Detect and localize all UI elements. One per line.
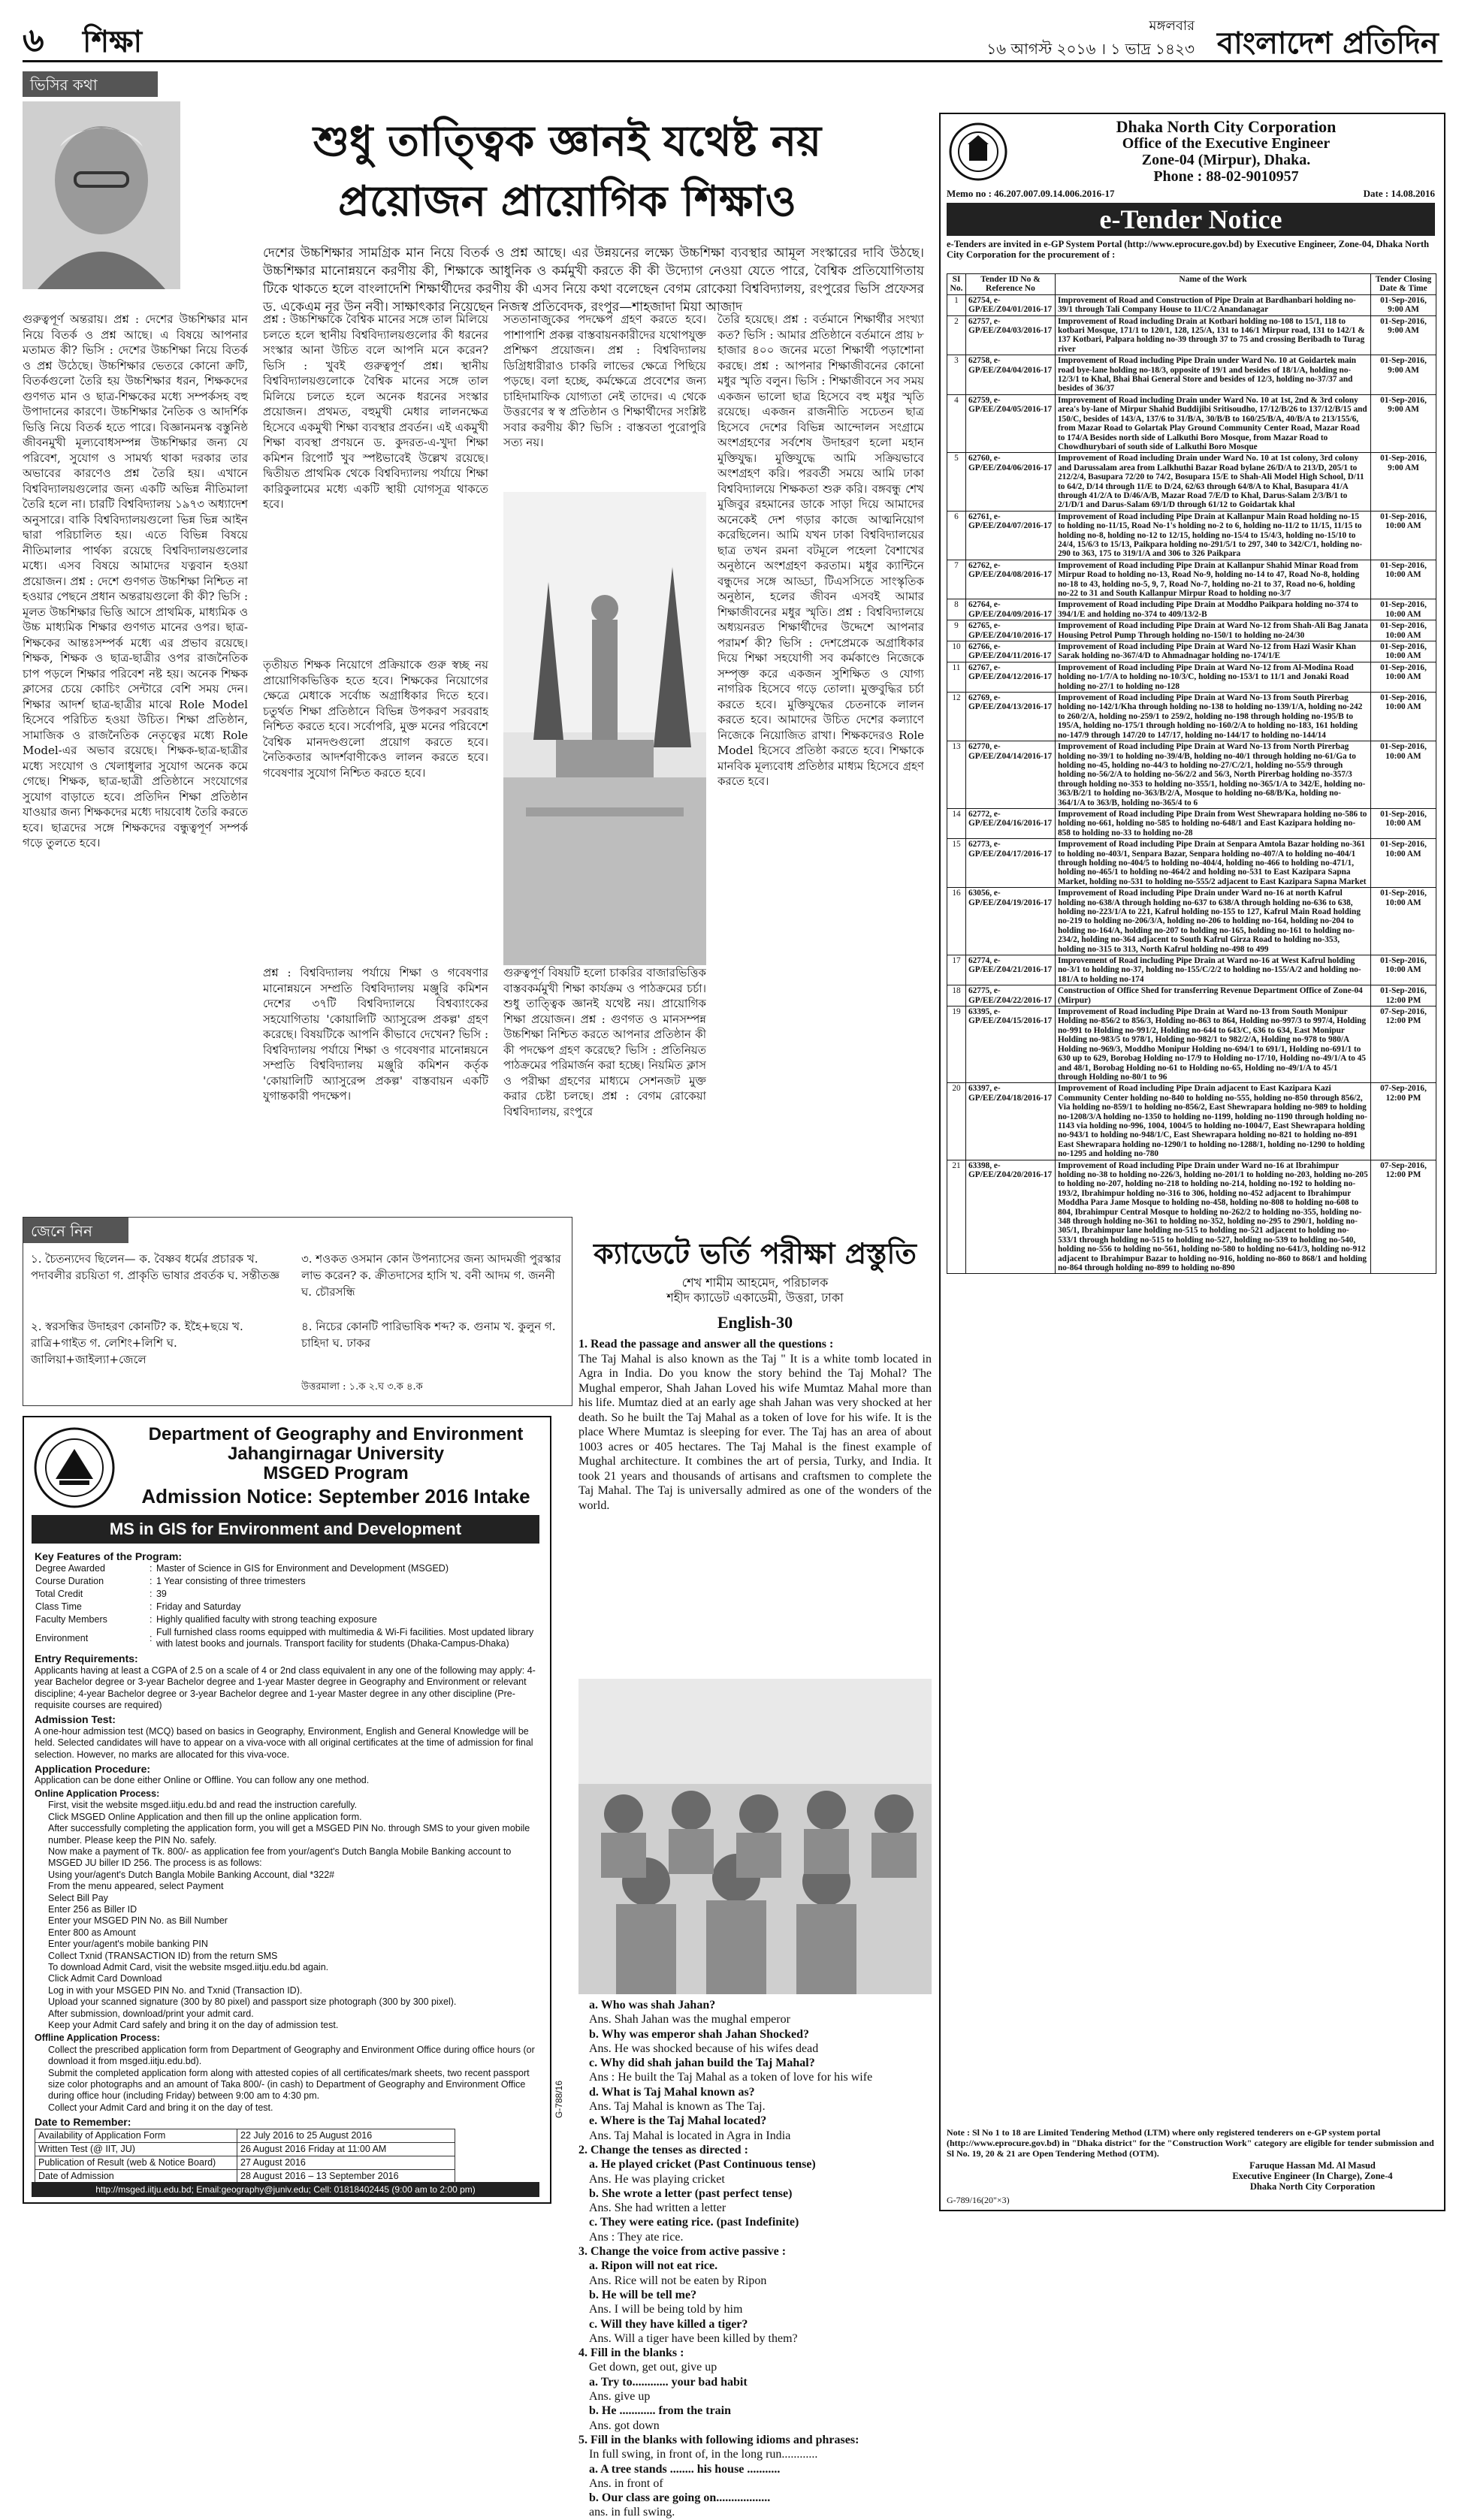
voice-list [578, 2259, 932, 2346]
voice-question: a. Ripon will not eat rice. [589, 2259, 718, 2273]
tender-row [947, 641, 1436, 662]
tender-closing: 01-Sep-2016, 10:00 AM [1371, 620, 1436, 641]
tender-row [947, 294, 1436, 315]
tender-work: Improvement of Road including Pipe Drain under Ward No. 10 at Goidartek main road bye-lane holding no-18/3, opposite of 19/1 and besides of 18/1/A, holding no-12/3/1 to Khal, Bhai Bhai General Store and besides of 12/3, holding no-37/37 and besides of 36/37 [1056, 355, 1371, 395]
test-title: Admission Test: [35, 1713, 116, 1726]
online-step: Collect Txnid (TRANSACTION ID) from the return SMS [48, 1950, 278, 1961]
online-step: First, visit the website msged.iitju.edu.bd and read the instruction carefully. [48, 1800, 358, 1811]
tender-work: Improvement of Road including Pipe Drain at Ward no-13 from South Monipur Holding no-856/2 to 856/3, Holding no-863 to 864, Holding no-997/3 to 997/4, Holding no-991 to Holding no-991/2, Holding no-644 to 643/C, 636 to 634, East Monipur Holding no-983/5 to 978/1, Holding no-982/1 to 982/2/A, Holding no-978 to 980/A Holding no-969/3, Moddho Monipur Holding no-694/1 to 691/1, Holding no-691/1 to 630 up to 629, Borobag Holding no-17/9 to Holding no-17/10, Holding no-49/1/A to 45 and 48/1, Borobag Holding no-61 to Holding no-65, Holding no-49/1/A to 45/1 through Holding no-80/1 to 96 [1056, 1006, 1371, 1083]
weekday: মঙ্গলবার [1149, 18, 1195, 34]
feature-key: Class Time [35, 1601, 82, 1613]
quiz-question-1: ১. চৈতন্যদেব ছিলেন— ক. বৈষ্ণব ধর্মের প্রচারক খ. পদাবলীর রচয়িতা গ. প্রাকৃতি ভাষার প্রবর্তক ঘ. সন্তীতজ্ঞ [31, 1252, 279, 1282]
tender-row [947, 955, 1436, 985]
blank-answer: Ans. give up [589, 2390, 651, 2404]
online-step: After submission, download/print your admit card. [48, 2008, 254, 2019]
tender-row [947, 985, 1436, 1006]
date-value: 26 August 2016 Friday at 11:00 AM [237, 2142, 455, 2156]
article-column-4: তৈরি হয়েছে। প্রশ্ন : বর্তমানে শিক্ষার্থীর সংখ্যা কত? ভিসি : আমার প্রতিষ্ঠানে বর্তমানে প্রায় ৮ হাজার ৪০০ জনের মতো শিক্ষার্থী পড়াশোনা করছে। প্রশ্ন : আপনার শিক্ষাজীবনের কোনো মধুর স্মৃতি বলুন। ভিসি : শিক্ষাজীবনে সব সময় একজন ভালো ছাত্র হিসেবে বহু মধুর স্মৃতি রয়েছে। একজন রাজনীতি সচেতন ছাত্র হিসেবে দেশের বিভিন্ন আন্দোলন সংগ্রামে অংশগ্রহণের সর্বশেষ উদাহরণ হলো মহান মুক্তিযুদ্ধ। মুক্তিযুদ্ধে আমি সক্রিয়ভাবে অংশগ্রহণ করি। পরবর্তী সময়ে আমি ঢাকা বিশ্ববিদ্যালয়ে শিক্ষকতা শুরু করি। বঙ্গবন্ধু শেখ মুজিবুর রহমানের ডাকে সাড়া দিয়ে আমাদের অনেকেই দেশ গড়ার কাজে আত্মনিয়োগ করেছিলেন। আমি যখন ঢাকা বিশ্ববিদ্যালয়ের ছাত্র তখন রমনা বটমূলে পহেলা বৈশাখের অনুষ্ঠানে অংশগ্রহণ করতাম। মধুর ক্যান্টিনে বন্ধুদের সঙ্গে আড্ডা, টিএসসিতে সাংস্কৃতিক অনুষ্ঠান, হলের জীবন এসবই আমার শিক্ষাজীবনের মধুর স্মৃতি। প্রশ্ন : বিশ্ববিদ্যালয়ে অধ্যয়নরত শিক্ষার্থীদের উদ্দেশে আপনার পরামর্শ কী? ভিসি : দেশপ্রেমকে অগ্রাধিকার দিয়ে শিক্ষা সহযোগী সব কর্মকাণ্ডে নিজেকে সম্পৃক্ত করে একজন সুশিক্ষিত ও যোগ্য নাগরিক হিসেবে গড়ে তোলা। মুক্তবুদ্ধির চর্চা করতে হবে। মুক্তিযুদ্ধের চেতনাকে লালন করতে হবে। আমাদের উচিত দেশের কল্যাণে নিজেকে নিয়োজিত রাখা। শিক্ষকদেরও Role Model হিসেবে প্রতিষ্ঠা করতে হবে। শিক্ষাকে মানবিক মূল্যবোধ প্রতিষ্ঠার মাধ্যম হিসেবে গ্রহণ করতে হবে। [717, 312, 924, 788]
tender-work: Improvement of Road including Pipe Drain at Kallanpur Shahid Minar Road from Mirpur Road to holding no-13, Road No-9, holding no-14 to 47, Road No-8, holding no-18 to 43, holding no-5, 9, 7, Road No-7, holding no-21 to 37, Road no-6, holding no-22 to 31 and South Kallanpur Mirpur Road to holding no-3/7 [1056, 560, 1371, 599]
features-title: Key Features of the Program: [35, 1551, 183, 1562]
phone: Phone : 88-02-9010957 [1153, 168, 1299, 185]
feature-value: 1 Year consisting of three trimesters [156, 1576, 306, 1587]
procedure-text: Application can be done either Online or Offline. You can follow any one method. [35, 1775, 370, 1786]
qa-answer: Ans. Taj Mahal is located in Agra in India [589, 2129, 791, 2142]
col-header-tender-id: Tender ID No & Reference No [966, 274, 1056, 295]
tender-sl: 9 [947, 620, 966, 641]
tender-sl: 15 [947, 839, 966, 888]
online-step: After successfully completing the application form, you will get a MSGED PIN No. through SMS to your given mobile number. Please keep the PIN No. safely. [48, 1823, 530, 1845]
tender-row [947, 888, 1436, 955]
university-name: Jahangirnagar University [227, 1444, 445, 1464]
tender-work: Improvement of Road including Drain under Ward No. 10 at 1st colony, 3rd colony and Darussalam area from Lalkhuthi Bazar Road bylane 26/D/A to 213/D, 205/1 to 212/2/4, Basupara 72/20 to 74/2, Bosupara 15/E to Shah-Ali Model High School, D/11 to 64/2, D/14 through 11/E to D/24, 62/63 through 64/8/A to Khal, Basupara 41/A through 41/2/A to D/46/A/B, Mazar Road 7/E/D to Khal, Darus-Salam 2/3/B/1 to 2/1/D/1 and Darus-Salam 69/1/D through 61/12 to Goidartak khal [1056, 453, 1371, 511]
tender-work: Improvement of Road including Pipe Drain at Moddho Paikpara holding no-374 to 394/1/E and holding no-374 to 409/13/2-B [1056, 599, 1371, 620]
qa-list [578, 1998, 932, 2143]
tender-row [947, 315, 1436, 355]
qa-question: a. Who was shah Jahan? [589, 1999, 716, 2011]
question-1-heading: 1. Read the passage and answer all the questions : [578, 1338, 834, 1351]
author-name: শেখ শামীম আহমেদ, পরিচালক [681, 1275, 829, 1290]
date-row [35, 2156, 455, 2169]
zone-name: Zone-04 (Mirpur), Dhaka. [1141, 152, 1311, 168]
tender-sl: 20 [947, 1083, 966, 1160]
voice-answer: Ans. I will be being told by him [589, 2303, 743, 2316]
tender-sl: 14 [947, 808, 966, 838]
tender-closing: 01-Sep-2016, 9:00 AM [1371, 355, 1436, 395]
author-org: শহীদ ক্যাডেট একাডেমী, উত্তরা, ঢাকা [666, 1290, 844, 1305]
tender-row [947, 662, 1436, 692]
article-column-2: প্রশ্ন : উচ্চশিক্ষাকে বৈশ্বিক মানের সঙ্গে তাল মিলিয়ে চলতে হলে স্থানীয় বিশ্ববিদ্যালয়গুলোর কী ধরনের সংস্কার আনা উচিত বলে আপনি মনে করেন? ভিসি : খুবই গুরুত্বপূর্ণ প্রশ্ন। স্থানীয় বিশ্ববিদ্যালয়গুলোকে বৈশ্বিক মানের সঙ্গে তাল মিলিয়ে চলতে হলে অনেক ধরনের সংস্কার প্রয়োজন। প্রথমত, বহুমুখী মেধার লালনক্ষেত্র হিসেবে একমুখী শিক্ষা ব্যবস্থার প্রবর্তন। এই একমুখী শিক্ষা ব্যবস্থা প্রণয়নে ড. কুদরত-এ-খুদা শিক্ষা কমিশন রিপোর্ট খুব স্পষ্টভাবেই উল্লেখ রয়েছে। দ্বিতীয়ত প্রাথমিক থেকে বিশ্ববিদ্যালয় পর্যায়ে শিক্ষা কারিকুলামের মধ্যে একটি স্থায়ী যোগসূত্র থাকতে হবে। [263, 312, 488, 511]
date-event: Publication of Result (web & Notice Board) [35, 2156, 237, 2169]
qa-answer: Ans. He was shocked because of his wifes dead [589, 2042, 819, 2055]
feature-key: Faculty Members [35, 1614, 107, 1625]
online-step: Enter 800 as Amount [48, 1927, 136, 1938]
tender-id: 62759, e-GP/EE/Z04/05/2016-17 [966, 394, 1056, 452]
tender-closing: 01-Sep-2016, 10:00 AM [1371, 839, 1436, 888]
online-step: To download Admit Card, visit the website msged.iitju.edu.bd again. [48, 1961, 329, 1972]
tender-id: 62773, e-GP/EE/Z04/17/2016-17 [966, 839, 1056, 888]
article-column-3: সততানাজুকের পদক্ষেপ গ্রহণ করতে হবে। পাশাপাশি প্রকল্প বাস্তবায়নকারীদের যথোপযুক্ত প্রশিক্ষণ প্রয়োজন। প্রশ্ন : বিশ্ববিদ্যালয় ডিগ্রিধারীরাও চাকরি লাভের ক্ষেত্রে পিছিয়ে পড়ছে। বলা হচ্ছে, কর্মক্ষেত্রে প্রবেশের জন্য চাহিদামাফিক যোগ্যতা নেই তাদের। এ থেকে উত্তরণের স্ব স্ব প্রতিষ্ঠান ও শিক্ষার্থীদের সংশ্লিষ্ট সবার করণীয় কী? ভিসি : বাস্তবতা পুরোপুরি সত্য নয়। [503, 312, 706, 449]
feature-key: Degree Awarded [35, 1563, 105, 1574]
offline-title: Offline Application Process: [35, 2033, 160, 2044]
tender-row [947, 560, 1436, 599]
online-step: Upload your scanned signature (300 by 80 pixel) and passport size photograph (300 by 300 pixel). [48, 1996, 457, 2008]
tender-id: 62761, e-GP/EE/Z04/07/2016-17 [966, 511, 1056, 560]
offline-step: Collect the prescribed application form from Department of Geography and Environment Office during office hours (or download it from msged.iitju.edu.bd). [48, 2044, 535, 2067]
tender-closing: 01-Sep-2016, 10:00 AM [1371, 741, 1436, 809]
feature-value: Highly qualified faculty with strong teaching exposure [156, 1614, 377, 1625]
tender-work: Improvement of Road including Pipe Drain under Ward no-16 at Ibrahimpur holding no-38 to holding no-226/3, holding no-201/1 to holding no-203, holding no-205 to holding no-207, holding no-218 to holding no-214, holding no-192 to holding no-193/2, Ibrahimpur holding no-316 to 306, holding no-452 adjacent to Ibrahimpur Moddha Para Jame Mosque to holding no-458, holding no-808 to holding no-608 to 804, Ibrahimpur Central Mosque to holding no-262/2 to holding no-355, holding no-348 through holding no-361 to holding no-352, holding no-295 to 290/1, holding no-305/1, Ibrahimpur lane holding no-515 to holding no-521 adjacent to holding no-533/1 through holding no-515 to holding no-527, holding no-539 to holding no-540, holding no-556 to holding no-561, holding no-580 to holding no-641/3, holding no-912 adjacent to Ibrahimpur Bazar to holding no-916, holding no-860 to 868/1 and holding no-864 through holding no-899 to holding no-890 [1056, 1160, 1371, 1274]
idiom-question: b. Our class are going on.................. [589, 2491, 771, 2505]
memo-number: Memo no : 46.207.007.09.14.006.2016-17 [947, 188, 1115, 199]
entry-text: Applicants having at least a CGPA of 2.5 on a scale of 4 or 2nd class equivalent in any one of the following may apply: 4-year Bachelor degree or 3-year Bachelor degree and 1-year Master degree in Geography and Environment or relevant discipline; 4-year Bachelor degree or 3-year Bachelor degree and 1-year Master degree in any other discipline (Pre-requisite courses are required) [35, 1664, 536, 1711]
tender-table-body [947, 294, 1436, 1274]
question-5-heading: 5. Fill in the blanks with following idioms and phrases: [578, 2433, 859, 2446]
feature-row: Environment : Full furnished class rooms equipped with multimedia & Wi-Fi facilities. Most updated library with latest books and journals. Transport facility for students (Dhaka-Campus-Dhaka) [35, 1626, 539, 1650]
lesson-passage [578, 1337, 932, 1513]
tender-id: 62774, e-GP/EE/Z04/21/2016-17 [966, 955, 1056, 985]
tender-table [947, 273, 1436, 1274]
tender-id: 62757, e-GP/EE/Z04/03/2016-17 [966, 315, 1056, 355]
tender-sl: 12 [947, 693, 966, 741]
tender-id: 63395, e-GP/EE/Z04/15/2016-17 [966, 1006, 1056, 1083]
feature-value: Friday and Saturday [156, 1601, 241, 1613]
tender-sl: 5 [947, 453, 966, 511]
tender-closing: 01-Sep-2016, 10:00 AM [1371, 693, 1436, 741]
tender-work: Improvement of Road including Pipe Drain at Senpara Amtola Bazar holding no-361 to holding no-403/1, Senpara Bazar, Senpara holding no-407/A to holding no-404/1 through holding no-404/5 to holding no-404/4, holding no-466 to holding no-471/1, holding no-465/1 to holding no-464/2 and holding no-531 to East Kazipara Sapna Market, holding no-531 to holding no-555/2 adjacent to East Kazipara Sapna Market [1056, 839, 1371, 888]
question-4-heading: 4. Fill in the blanks : [578, 2346, 684, 2360]
feature-row: Total Credit : 39 [35, 1588, 539, 1601]
tender-intro: e-Tenders are invited in e-GP System Portal (http://www.eprocure.gov.bd) by Executive Engineer, Zone-04, Dhaka North City Corporation for the procurement of : [947, 239, 1430, 260]
blank-question: b. He ............ from the train [589, 2404, 732, 2418]
admission-body [35, 1551, 539, 2182]
quiz-question-2: ২. স্বরসন্ধির উদাহরণ কোনটি? ক. ইহৈ+ছয়ে খ. রাত্রি+গাইত গ. লেশিং+লিশি ঘ. জালিয়া+জাইল্যা+জেলে [31, 1320, 243, 1366]
campus-monument-photo [503, 492, 706, 965]
memo-line [947, 188, 1435, 200]
issue-date [744, 15, 1195, 63]
blank-list [578, 2375, 932, 2433]
tender-work: Improvement of Road including Pipe Drain at Ward No-13 from North Pirerbag holding no-39/1 to holding no-39/4/B, holding no-40/1 through holding no-61/Ga to holding no-45, holding no-44/3 to holding no-27/C/2/1, holding no-55/9 through holding no-56/2/A to holding no-56/2/2 and 56/3, North Pirerbag holding no-357/3 through holding no-353 to holding no-355/1, holding no-365/1/A to 342/E, holding no-363/B/2/1 to holding no-363/B/2/A, Mosque to holding no-68/B/Ka, holding no-364/1/A to 363/B, holding no-365/4 to 6 [1056, 741, 1371, 809]
online-step: Click Admit Card Download [48, 1973, 162, 1984]
tense-question: a. He played cricket (Past Continuous tense) [589, 2158, 816, 2171]
university-logo [33, 1426, 116, 1509]
tender-sl: 8 [947, 599, 966, 620]
tender-id: 62754, e-GP/EE/Z04/01/2016-17 [966, 294, 1056, 315]
question-2-heading: 2. Change the tenses as directed : [578, 2143, 748, 2156]
program-band: MS in GIS for Environment and Development [32, 1515, 539, 1544]
tender-row [947, 355, 1436, 395]
feature-key: Course Duration [35, 1576, 104, 1587]
tender-id: 63397, e-GP/EE/Z04/18/2016-17 [966, 1083, 1056, 1160]
tense-question: b. She wrote a letter (past perfect tense) [589, 2187, 793, 2200]
tender-sl: 19 [947, 1006, 966, 1083]
tender-sl: 21 [947, 1160, 966, 1274]
tender-row [947, 1006, 1436, 1083]
admission-header [129, 1425, 542, 1483]
tense-answer: Ans. She had written a letter [589, 2202, 726, 2215]
admission-advertisement [23, 1416, 551, 2204]
offline-steps-list [35, 2045, 539, 2114]
tender-closing: 07-Sep-2016, 12:00 PM [1371, 1083, 1436, 1160]
vc-interview-article [23, 71, 928, 1198]
feature-row: Class Time : Friday and Saturday [35, 1601, 539, 1613]
tender-row [947, 741, 1436, 809]
tender-row [947, 599, 1436, 620]
admission-notice-title: Admission Notice: September 2016 Intake [141, 1485, 530, 1507]
date-event: Date of Admission [35, 2169, 237, 2182]
voice-question: b. He will be tell me? [589, 2288, 697, 2301]
idiom-answer: Ans. in front of [589, 2476, 663, 2490]
online-step: Enter your MSGED PIN No. as Bill Number [48, 1915, 228, 1927]
tense-answer: Ans : They ate rice. [589, 2230, 684, 2244]
date-event: Availability of Application Form [35, 2129, 237, 2142]
office-name: Office of the Executive Engineer [1122, 135, 1331, 152]
online-step: From the menu appeared, select Payment [48, 1881, 224, 1892]
tender-closing: 01-Sep-2016, 10:00 AM [1371, 599, 1436, 620]
tender-closing: 01-Sep-2016, 9:00 AM [1371, 294, 1436, 315]
tender-sl: 10 [947, 641, 966, 662]
tender-signer-title: Executive Engineer (In Charge), Zone-4 [1232, 2171, 1393, 2181]
tender-sl: 2 [947, 315, 966, 355]
tender-table-header [947, 274, 1436, 295]
tender-id: 62758, e-GP/EE/Z04/04/2016-17 [966, 355, 1056, 395]
tender-id: 62760, e-GP/EE/Z04/06/2016-17 [966, 453, 1056, 511]
idiom-answer: ans. in full swing. [589, 2506, 675, 2519]
tender-row [947, 839, 1436, 888]
tender-work: Improvement of Road including Pipe Drain at Ward No-13 from South Pirerbag holding no-142/1/Kha through holding no-138 to holding no-139/1/A, holding no-242 to 260/2/A, holding no-259/1 to 259/2, holding no-198 through holding no-195/B to 195/A, holding no-175/1 through holding no-160/2/A to holding no-183, 161 holding no-147/9 through 147/20 to 147/17, holding no-144/17 to holding no-144/14 [1056, 693, 1371, 741]
tender-row [947, 1160, 1436, 1274]
online-step: Click MSGED Online Application and then fill up the online application form. [48, 1811, 362, 1822]
online-step: Using your/agent's Dutch Bangla Mobile Banking Account, dial *322# [48, 1869, 335, 1880]
feature-value: Master of Science in GIS for Environment and Development (MSGED) [156, 1563, 449, 1574]
article-column-3b: গুরুত্বপূর্ণ বিষয়টি হলো চাকরির বাজারভিত্তিক বাস্তবকর্মমুখী শিক্ষা কার্যক্রম ও পাঠক্রমের চর্চা। শুধু তাত্ত্বিক জ্ঞানই যথেষ্ট নয়। প্রায়োগিক শিক্ষা প্রয়োজন। প্রশ্ন : গুণগত ও মানসম্পন্ন উচ্চশিক্ষা নিশ্চিত করতে আপনার প্রতিষ্ঠান কী কী পদক্ষেপ গ্রহণ করেছে? ভিসি : প্রতিনিয়ত পাঠক্রমের পরিমার্জন করা হচ্ছে। নিয়মিত ক্লাস ও পরীক্ষা গ্রহণের মাধ্যমে সেশনজট মুক্ত করার চেষ্টা চলছে। প্রশ্ন : বেগম রোকেয়া বিশ্ববিদ্যালয়, রংপুরে [503, 966, 706, 1118]
tense-list [578, 2157, 932, 2244]
col-header-work: Name of the Work [1056, 274, 1371, 295]
features-table [35, 1562, 539, 1650]
qa-answer: Ans. Taj Mahal is known as The Taj. [589, 2100, 766, 2114]
section-title: শিক্ষা [83, 24, 143, 59]
idiom-question: a. A tree stands ........ his house ........... [589, 2462, 781, 2476]
tender-sl: 11 [947, 662, 966, 692]
tender-id: 62769, e-GP/EE/Z04/13/2016-17 [966, 693, 1056, 741]
quiz-answers: উত্তরমালা : ১.ক ২.ঘ ৩.ক ৪.ক [301, 1381, 423, 1393]
cadet-author [578, 1275, 932, 1305]
qa-answer: Ans : He built the Taj Mahal as a token of love for his wife [589, 2071, 873, 2084]
qa-question: d. What is Taj Mahal known as? [589, 2085, 755, 2099]
tender-note: Note : Sl No 1 to 18 are Limited Tendering Method (LTM) where only registered tenderers on e-GP system portal (http://www.eprocure.gov.bd) in "Dhaka district" for the "Construction Work" category are eligible for tender submission and Sl No. 19, 20 & 21 are Open Tendering Method (OTM). [947, 2127, 1434, 2159]
headline-line-2: প্রয়োজন প্রায়োগিক শিক্ষাও [338, 177, 796, 226]
tender-sl: 1 [947, 294, 966, 315]
tender-closing: 01-Sep-2016, 9:00 AM [1371, 394, 1436, 452]
feature-value: Full furnished class rooms equipped with multimedia & Wi-Fi facilities. Most updated library with latest books and journals. Transport facility for students (Dhaka-Campus-Dhaka) [156, 1627, 534, 1649]
voice-question: c. Will they have killed a tiger? [589, 2317, 748, 2331]
tender-header [1016, 119, 1436, 185]
idiom-list [578, 2462, 932, 2520]
tender-closing: 01-Sep-2016, 10:00 AM [1371, 511, 1436, 560]
memo-date: Date : 14.08.2016 [1363, 188, 1435, 199]
monument-image [503, 492, 706, 965]
feature-row: Course Duration : 1 Year consisting of three trimesters [35, 1575, 539, 1588]
tender-work: Improvement of Road including Drain at Kotbari holding no-108 to 15/1, 118 to kotbari Mosque, 171/1 to 120/1, 128, 125/A, 131 to 146/1 Mirpur road, 131 to 142/1 & 137 Kotbari, Palpara holding no-39 through 37 to 75 and crossing Beribadh to Turag river [1056, 315, 1371, 355]
online-step: Now make a payment of Tk. 800/- as application fee from your/agent's Dutch Bangla Mobile Banking account to MSGED JU biller ID 256. The process is as follows: [48, 1845, 512, 1869]
tender-id: 63398, e-GP/EE/Z04/20/2016-17 [966, 1160, 1056, 1274]
tender-signer-name: Faruque Hassan Md. Al Masud [1249, 2160, 1376, 2171]
dates-title: Date to Remember: [35, 2116, 131, 2129]
voice-answer: Ans. Rice will not be eaten by Ripon [589, 2274, 767, 2287]
date-value: 27 August 2016 [237, 2156, 455, 2169]
voice-answer: Ans. Will a tiger have been killed by them? [589, 2331, 798, 2345]
feature-row: Faculty Members : Highly qualified faculty with strong teaching exposure [35, 1613, 539, 1626]
tender-work: Improvement of Road including Pipe Drain at Kallanpur Main Road holding no-15 to holding no-11/15, Road No-1's holding no-2 to 6, holding no-11/2 to 11/15, 11/15 to holding no-8, holding no-12 to 12/15, holding no-15/4 to 15/4/3, holding no-15/10 to 24/4, 15/6/3 to 15/13, Paikpara holding no-291/5/1 to 297, 340 to 342/C/1, holding no-290 to 363, 175 to 319/1/A and 306 to 326 Paikpara [1056, 511, 1371, 560]
tender-work: Improvement of Road including Pipe Drain at Ward no-16 at West Kafrul holding no-3/1 to holding no-37, holding no-155/C/2/2 to holding no-155/A/2 and holding no-181/A to holding no-174 [1056, 955, 1371, 985]
col-header-sl: SI No. [947, 274, 966, 295]
tender-work: Improvement of Road and Construction of Pipe Drain at Bardhanbari holding no-39/1 through Tali Company House to 11/C/2 Anandanagar [1056, 294, 1371, 315]
tender-ad-code: G-789/16(20"×3) [947, 2195, 1010, 2205]
tender-closing: 01-Sep-2016, 9:00 AM [1371, 453, 1436, 511]
vc-portrait-photo [23, 101, 180, 289]
tender-id: 62772, e-GP/EE/Z04/16/2016-17 [966, 808, 1056, 838]
question-5-words: In full swing, in front of, in the long run............ [589, 2448, 818, 2461]
test-text: A one-hour admission test (MCQ) based on basics in Geography, Environment, English and General Knowledge will be held. Selected candidates will have to appear on a viva-voce with all original certificates at the time of admission for final selection. However, no marks are allocated for this viva-voce. [35, 1725, 533, 1760]
online-steps-list [35, 1800, 539, 2031]
date: ১৬ আগস্ট ২০১৬ । ১ ভাদ্র ১৪২৩ [986, 40, 1195, 58]
tender-signature [1189, 2160, 1436, 2192]
tender-sl: 6 [947, 511, 966, 560]
classroom-image [578, 1679, 932, 1994]
tender-sl: 16 [947, 888, 966, 955]
article-column-1: গুরুত্বপূর্ণ অন্তরায়। প্রশ্ন : দেশের উচ্চশিক্ষার মান নিয়ে বিতর্ক ও প্রশ্ন আছে। এ বিষয়ে আপনার মতামত কী? ভিসি : দেশের উচ্চশিক্ষা নিয়ে বিতর্ক ও প্রশ্ন উঠেছে। উচ্চশিক্ষার ভেতরে কোনো ক্রটি, বিতর্কগুলো তৈরি হয় উচ্চশিক্ষার ধরন, শিক্ষকদের গুণগত মান ও ছাত্র-শিক্ষকের মধ্যে সম্পর্কসহ বহু উপাদানের কারণে। উচ্চশিক্ষার নৈতিক ও আদর্শিক ভিত্তি নিয়ে বিতর্ক হতে পারে। বিজ্ঞানমনস্ক বস্তুনিষ্ঠ জীবনমুখী মূল্যবোধসম্পন্ন উচ্চশিক্ষার জন্য যে পরিবেশ, সুযোগ ও সামর্থ্য থাকা দরকার তার অভাবের কারণেও প্রশ্ন তৈরি হয়। এখানে বিশ্ববিদ্যালয়গুলোর জন্য একটি অভিন্ন নীতিমালা তৈরি হলে না। চারটি বিশ্ববিদ্যালয় ১৯৭৩ অধ্যাদেশ অনুসারে। বাকি বিশ্ববিদ্যালয়গুলো ভিন্ন ভিন্ন আইন দ্বারা পরিচালিত হয়। এতে বিভিন্ন বিষয়ে নীতিমালার পার্থক্য রয়েছে বিশ্ববিদ্যালয়গুলোর মধ্যে। এসব বিষয়ে আমাদের যত্নবান হওয়া প্রয়োজন। প্রশ্ন : দেশে গুণগত উচ্চশিক্ষা নিশ্চিত না হওয়ার পেছনে প্রধান অন্তরায়গুলো কী কী? ভিসি : মূলত উচ্চশিক্ষার ভিত্তি আসে প্রাথমিক, মাধ্যমিক ও উচ্চ মাধ্যমিক শিক্ষার গুণগত মানের ওপর। ছাত্র-শিক্ষকের আন্তঃসম্পর্ক মধ্যে এর প্রভাব রয়েছে। শিক্ষক, শিক্ষক ও ছাত্র-ছাত্রীর ওপর রাজনৈতিক চাপ পড়লে শিক্ষার পরিবেশ নষ্ট হয়। অনেক শিক্ষক ক্লাসের চেয়ে কোচিং সেন্টারে বেশি সময় দেন। শিক্ষার আদর্শ ছাত্র-ছাত্রীর মাঝে Role Model হিসেবে পরিচিত হওয়া উচিত। শিক্ষা প্রতিষ্ঠান, সামাজিক ও রাজনৈতিক নেতৃত্বের মধ্যে Role Model-এর অভাব রয়েছে। শিক্ষক-ছাত্র-ছাত্রীর মধ্যে সংযোগ ও খেলাধুলার সুযোগ অনেক কমে গেছে। শিক্ষক, ছাত্র-ছাত্রী প্রতিষ্ঠানে সংযোগের সুযোগ বাড়াতে হবে। প্রতিদিন শিক্ষা প্রতিষ্ঠান যাওয়ার জন্য শিক্ষকদের মধ্যে দায়বোধ তৈরি করতে হবে। ছাত্রদের সঙ্গে শিক্ষকদের বন্ধুত্বপূর্ণ সম্পর্ক গড়ে তুলতে হবে। [23, 312, 248, 850]
blank-question: a. Try to............ your bad habit [589, 2375, 748, 2389]
admission-footer-contact: http://msged.iitju.edu.bd; Email:geography@juniv.edu; Cell: 01818402445 (9:00 am to 2:00 pm) [32, 2182, 539, 2197]
qa-answer: Ans. Shah Jahan was the mughal emperor [589, 2013, 790, 2027]
tender-sl: 7 [947, 560, 966, 599]
tender-work: Improvement of Road including Pipe Drain under Ward no-16 at north Kafrul holding no-638/A through holding no-637 to 638/A through holding no-636 to 638, holding no-223/1/A to 221, Kafrul holding no-155 to 127, Kafrul Main Road holding no-219 to holding no-206/3/A, holding no-206 to holding no-164, holding no-204 to holding no-164/A, holding no-207 to holding no-165, holding no-161 to holding no-234/2, holding no-364 adjacent to South Kafrul Girza Road to holding no-353, holding no-315 to 313, North Kafrul holding no-498 to 499 [1056, 888, 1371, 955]
article-column-2-continued: তৃতীয়ত শিক্ষক নিয়োগে প্রক্রিয়াকে গুরু স্বচ্ছ নয় প্রায়োগিকভিত্তিক হতে হবে। শিক্ষকের নিয়োগের ক্ষেত্রে মেধাকে সর্বোচ্চ অগ্রাধিকার দিতে হবে। চতুর্থত শিক্ষা প্রতিষ্ঠানে বিভিন্ন উপকরণ সরবরাহ নিশ্চিত করতে হবে। সর্বোপরি, মুক্ত মনের পরিবেশে বৈশ্বিক মানদণ্ডগুলো প্রয়োগ করতে হবে। নৈতিকতার আদর্শবাণীকেও লালন করতে হবে। গবেষণার সুযোগ নিশ্চিত করতে হবে। [263, 658, 488, 780]
date-value: 22 July 2016 to 25 August 2016 [237, 2129, 455, 2142]
tender-work: Improvement of Road including Pipe Drain adjacent to East Kazipara Kazi Community Center holding no-840 to holding no-555, holding no-850 through 856/2, Via holding no-859/1 to holding no-856/2, East Shewrapara holding no-989 to holding no-1208/3/A holding no-1350 to holding no-1199, holding no-1190 through holding no-1143 via holding no-996, 1004, 1004/5 to holding no-1004/7, East Shewrapara holding no-943/1 to holding no-948/1/C, East Shewrapara holding no-821 to holding no-891 East Shewrapara holding no-1290/1 to holding no-1288/1, holding no-1290 to holding no-1295 and holding no-780 [1056, 1083, 1371, 1160]
portrait-image [23, 101, 180, 289]
tender-work: Construction of Office Shed for transferring Revenue Department Office of Zone-04 (Mirpur) [1056, 985, 1371, 1006]
tender-row [947, 620, 1436, 641]
date-row [35, 2169, 455, 2182]
article-tag: ভিসির কথা [23, 71, 158, 97]
tender-closing: 07-Sep-2016, 12:00 PM [1371, 1160, 1436, 1274]
tender-id: 62766, e-GP/EE/Z04/11/2016-17 [966, 641, 1056, 662]
date-value: 28 August 2016 – 13 September 2016 [237, 2169, 455, 2182]
tender-row [947, 511, 1436, 560]
tender-sl: 4 [947, 394, 966, 452]
feature-value: 39 [156, 1589, 167, 1600]
paper-name: বাংলাদেশ প্রতিদিন [1217, 26, 1439, 61]
department-name: Department of Geography and Environment [148, 1424, 524, 1444]
feature-row: Degree Awarded : Master of Science in GIS for Environment and Development (MSGED) [35, 1562, 539, 1575]
tender-work: Improvement of Road including Pipe Drain at Ward No-12 from Hazi Wasir Khan Sarak holding no-367/4/D to Ahmadnagar holding no-174/1/E [1056, 641, 1371, 662]
qa-question: b. Why was emperor shah Jahan Shocked? [589, 2027, 809, 2041]
online-step: Keep your Admit Card safely and bring it on the day of admission test. [48, 2020, 339, 2030]
feature-key: Total Credit [35, 1589, 83, 1600]
col-header-closing: Tender Closing Date & Time [1371, 274, 1436, 295]
tender-closing: 01-Sep-2016, 10:00 AM [1371, 888, 1436, 955]
blank-answer: Ans. got down [589, 2419, 660, 2432]
date-row [35, 2142, 455, 2156]
tender-sl: 17 [947, 955, 966, 985]
tender-closing: 01-Sep-2016, 10:00 AM [1371, 808, 1436, 838]
tender-row [947, 453, 1436, 511]
masthead [23, 15, 1442, 62]
online-step: Enter 256 as Biller ID [48, 1903, 137, 1915]
qa-question: c. Why did shah jahan build the Taj Mahal? [589, 2057, 815, 2070]
tense-answer: Ans. He was playing cricket [589, 2172, 725, 2186]
tender-closing: 01-Sep-2016, 10:00 AM [1371, 560, 1436, 599]
tender-row [947, 394, 1436, 452]
tender-closing: 01-Sep-2016, 10:00 AM [1371, 955, 1436, 985]
question-3-heading: 3. Change the voice from active passive : [578, 2245, 787, 2259]
e-tender-notice [939, 113, 1445, 2211]
qa-question: e. Where is the Taj Mahal located? [589, 2114, 767, 2128]
tender-closing: 01-Sep-2016, 9:00 AM [1371, 315, 1436, 355]
question-4-words: Get down, get out, give up [589, 2361, 717, 2374]
date-event: Written Test (@ IIT, JU) [35, 2142, 237, 2156]
ad-code-left: G-788/16 [554, 2080, 564, 2118]
tender-id: 62775, e-GP/EE/Z04/22/2016-17 [966, 985, 1056, 1006]
passage-text: The Taj Mahal is also known as the Taj " It is a white tomb located in Agra in India. Do you know the story behind the Taj Mohal? The Mughal emperor, Shah Jahan Loved his wife Mumtaz Mahal more than his life. Mumtaz died at an early age shah Jahan was very shocked at her death. So he built the Taj Mahal as a token of love for his wife. It is the place Where Mumtaz is sleeping for ever. The Taj has an area of about 1003 acres or 405 hectares. The Taj Mahal is the finest example of Mughal architecture. It combines the art of persia, Turky, and India. It took 21 years and thousands of artisans and craftsmen to complete the Taj Mahal. The Taj is universally admired as one of the wonders of the world. [578, 1352, 932, 1512]
dates-table [35, 2129, 455, 2182]
page-number: ৬ [23, 21, 44, 59]
tender-id: 62764, e-GP/EE/Z04/09/2016-17 [966, 599, 1056, 620]
quiz-title: জেনে নিন [23, 1218, 128, 1243]
org-name: Dhaka North City Corporation [1116, 117, 1337, 136]
tender-sl: 3 [947, 355, 966, 395]
feature-key: Environment [35, 1632, 89, 1643]
tender-closing: 01-Sep-2016, 12:00 PM [1371, 985, 1436, 1006]
tender-id: 62765, e-GP/EE/Z04/10/2016-17 [966, 620, 1056, 641]
tender-work: Improvement of Road including Pipe Drain at Ward No-12 from Al-Modina Road holding no-1/7/A to holding no-10/3/C, holding no-153/1 to 11/1 and Jonaki Road holding no-27/1 to holding no-128 [1056, 662, 1371, 692]
offline-step: Collect your Admit Card and bring it on the day of test. [48, 2102, 273, 2113]
dncc-logo [948, 122, 1008, 182]
tender-signer-org: Dhaka North City Corporation [1249, 2181, 1376, 2192]
offline-step: Submit the completed application form along with attested copies of all certificates/mark sheets, two recent passport size color photographs and an amount of Taka 800/- (in cash) to Department of Geography and Environment Office during office hour (including Friday) between 9:00 am to 4:30 pm. [48, 2067, 530, 2102]
entry-title: Entry Requirements: [35, 1652, 138, 1665]
online-title: Online Application Process: [35, 1788, 160, 1799]
tender-row [947, 693, 1436, 741]
cadet-title: ক্যাডেটে ভর্তি পরীক্ষা প্রস্তুতি [594, 1236, 917, 1270]
tender-closing: 01-Sep-2016, 10:00 AM [1371, 641, 1436, 662]
lesson-exercises [578, 1998, 932, 2520]
tender-title-band: e-Tender Notice [947, 203, 1435, 236]
quiz-question-4: ৪. নিচের কোনটি পারিভাষিক শব্দ? ক. গুনাম খ. কুলুন গ. চাহিদা ঘ. ঢাকর [301, 1320, 556, 1350]
quiz-question-3: ৩. শওকত ওসমান কোন উপন্যাসের জন্য আদমজী পুরস্কার লাভ করেন? ক. ক্রীতদাসের হাসি খ. বনী আদম গ. জননী ঘ. চৌরসন্ধি [301, 1252, 561, 1299]
english-lesson-title: English-30 [717, 1313, 793, 1332]
tender-id: 62770, e-GP/EE/Z04/14/2016-17 [966, 741, 1056, 809]
tender-closing: 01-Sep-2016, 10:00 AM [1371, 662, 1436, 692]
date-row [35, 2129, 455, 2142]
quiz-box [23, 1217, 572, 1406]
article-column-2b: প্রশ্ন : বিশ্ববিদ্যালয় পর্যায়ে শিক্ষা ও গবেষণার মানোন্নয়নে সম্প্রতি বিশ্ববিদ্যালয় মঞ্জুরি কমিশন দেশের ৩৭টি বিশ্ববিদ্যালয়ে বিশ্বব্যাংকের সহযোগিতায় 'কোয়ালিটি অ্যাসুরেন্স প্রকল্প' গ্রহণ করেছে। বিষয়টিকে আপনি কীভাবে দেখেন? ভিসি : বিশ্ববিদ্যালয় পর্যায়ে শিক্ষা ও গবেষণার মানোন্নয়নে সম্প্রতি বিশ্ববিদ্যালয় মঞ্জুরি কমিশন কর্তৃক 'কোয়ালিটি অ্যাসুরেন্স প্রকল্প' বাস্তবায়ন একটি যুগান্তকারী পদক্ষেপ। [263, 966, 488, 1103]
online-step: Select Bill Pay [48, 1892, 108, 1903]
tender-row [947, 1083, 1436, 1160]
tender-id: 62762, e-GP/EE/Z04/08/2016-17 [966, 560, 1056, 599]
cadets-classroom-photo [578, 1679, 932, 1994]
tense-question: c. They were eating rice. (past Indefinite) [589, 2216, 799, 2229]
tender-work: Improvement of Road including Drain under Ward No. 10 at 1st, 2nd & 3rd colony area's by-lane of Mirpur Shahid Buddijibi Sritisoudho, 17/12/B/26 to 137/12/B/15 and 150/C, besides of 143/A, 137/6 to 31/B/A, 30/B/B to 160/25/B/A, 40/B/A to 213/155/6, from Mazar Road to Golartak Play Ground Community Center Road, Mazar Road to 174/A Besides north side of Lalkuthi Boro Mosque, from Mazar Road to Chowdhurybari of south side of Lalkuthi Boro Mosque [1056, 394, 1371, 452]
online-step: Enter your/agent's mobile banking PIN [48, 1939, 208, 1950]
tender-sl: 13 [947, 741, 966, 809]
online-step: Log in with your MSGED PIN No. and Txnid (Transaction ID). [48, 1984, 303, 1996]
program-name: MSGED Program [263, 1463, 409, 1483]
procedure-title: Application Procedure: [35, 1763, 151, 1776]
tender-id: 62767, e-GP/EE/Z04/12/2016-17 [966, 662, 1056, 692]
tender-work: Improvement of Road including Pipe Drain at Ward No-12 from Shah-Ali Bag Janata Housing Petrol Pump Through holding no-150/1 to holding no-24/30 [1056, 620, 1371, 641]
tender-row [947, 808, 1436, 838]
tender-sl: 18 [947, 985, 966, 1006]
tender-work: Improvement of Road including Pipe Drain from West Shewrapara holding no-586 to holding no-661, holding no-585 to holding no-648/1 and East Kazipara holding no-858 to holding no-33 to holding no-28 [1056, 808, 1371, 838]
cadet-admission-prep [578, 1217, 932, 2519]
tender-id: 63056, e-GP/EE/Z04/19/2016-17 [966, 888, 1056, 955]
tender-closing: 07-Sep-2016, 12:00 PM [1371, 1006, 1436, 1083]
article-intro: দেশের উচ্চশিক্ষার সামগ্রিক মান নিয়ে বিতর্ক ও প্রশ্ন আছে। এর উন্নয়নের লক্ষ্যে উচ্চশিক্ষা ব্যবস্থার আমূল সংস্কারের দাবি উঠছে। উচ্চশিক্ষার মানোন্নয়নে করণীয় কী, শিক্ষাকে আধুনিক ও কর্মমুখী করতে কী কী উদ্যোগ নেওয়া যেতে পারে, বৈশ্বিক প্রতিযোগিতায় টিকে থাকতে হলে বাংলাদেশি শিক্ষার্থীদের করণীয় কী এসব নিয়ে কথা বলেছেন বেগম রোকেয়া বিশ্ববিদ্যালয়, রংপুরের ভিসি প্রফেসর ড. একেএম নূর উন নবী। সাক্ষাৎকার নিয়েছেন নিজস্ব প্রতিবেদক, রংপুর—শাহজাদা মিয়া আজাদ [263, 246, 924, 315]
headline-line-1: শুধু তাত্ত্বিক জ্ঞানই যথেষ্ট নয় [313, 116, 822, 166]
